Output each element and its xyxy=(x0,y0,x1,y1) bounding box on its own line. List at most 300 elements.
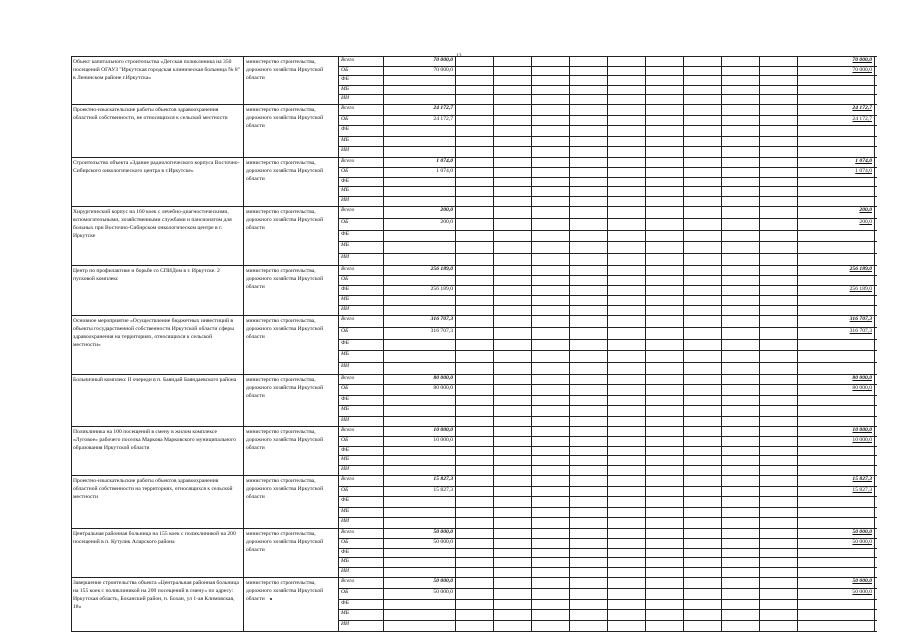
empty-year-cell xyxy=(569,296,607,305)
year-amount: 15 827,3 xyxy=(383,487,455,497)
empty-year-cell xyxy=(569,126,607,136)
funding-source: МБ xyxy=(338,610,383,620)
empty-year-cell xyxy=(759,427,797,436)
responsible-executor: министерство строительства, дорожного хозяйства Иркутской области xyxy=(243,427,338,475)
empty-year-cell xyxy=(759,178,797,187)
empty-year-cell xyxy=(645,276,683,285)
empty-year-cell xyxy=(455,363,493,374)
empty-year-cell xyxy=(607,254,645,265)
funding-source: МБ xyxy=(338,406,383,415)
empty-year-cell xyxy=(721,476,759,486)
empty-year-cell xyxy=(721,86,759,95)
empty-year-cell xyxy=(531,328,569,339)
funding-source-row xyxy=(338,94,877,104)
empty-year-cell xyxy=(493,610,531,620)
empty-year-cell xyxy=(721,276,759,285)
funding-source-row xyxy=(338,275,877,285)
empty-year-cell xyxy=(759,242,797,253)
empty-year-cell xyxy=(493,168,531,177)
empty-year-cell xyxy=(455,178,493,187)
empty-year-cell xyxy=(569,508,607,518)
empty-year-cell xyxy=(607,437,645,446)
funding-source-row xyxy=(338,66,877,76)
year-amount xyxy=(383,447,455,456)
empty-year-cell xyxy=(569,539,607,548)
empty-year-cell xyxy=(531,363,569,374)
year-amount xyxy=(383,276,455,285)
empty-year-cell xyxy=(645,286,683,295)
empty-year-cell xyxy=(759,306,797,315)
empty-year-cell xyxy=(531,476,569,486)
empty-year-cell xyxy=(493,351,531,362)
table-row xyxy=(71,157,877,206)
empty-year-cell xyxy=(683,610,721,620)
empty-year-cell xyxy=(607,219,645,230)
empty-year-cell xyxy=(721,340,759,351)
empty-year-cell xyxy=(569,406,607,415)
total-amount xyxy=(797,147,875,157)
empty-year-cell xyxy=(607,86,645,95)
empty-year-cell xyxy=(531,406,569,415)
total-amount xyxy=(797,254,875,265)
empty-year-cell xyxy=(645,487,683,497)
empty-year-cell xyxy=(721,396,759,405)
empty-year-cell xyxy=(569,178,607,187)
empty-year-cell xyxy=(569,254,607,265)
empty-year-cell xyxy=(531,197,569,206)
empty-year-cell xyxy=(455,316,493,327)
funding-source: ОБ xyxy=(338,116,383,126)
total-amount xyxy=(797,558,875,567)
empty-year-cell xyxy=(493,276,531,285)
funding-source: ОБ xyxy=(338,385,383,394)
empty-year-cell xyxy=(721,306,759,315)
total-amount xyxy=(797,568,875,577)
funding-source: ИИ xyxy=(338,363,383,374)
empty-year-cell xyxy=(683,266,721,275)
year-amount xyxy=(383,126,455,136)
responsible-executor: министерство строительства, дорожного хозяйства Иркутской области xyxy=(243,57,338,104)
total-amount: 10 000,0 xyxy=(797,437,875,446)
empty-year-cell xyxy=(607,396,645,405)
empty-year-cell xyxy=(455,296,493,305)
empty-year-cell xyxy=(759,95,797,104)
empty-year-cell xyxy=(721,487,759,497)
empty-year-cell xyxy=(683,600,721,610)
empty-year-cell xyxy=(645,568,683,577)
empty-year-cell xyxy=(569,466,607,475)
empty-year-cell xyxy=(531,466,569,475)
total-amount xyxy=(797,197,875,206)
empty-year-cell xyxy=(607,610,645,620)
total-amount xyxy=(797,417,875,426)
empty-year-cell xyxy=(645,207,683,218)
empty-year-cell xyxy=(493,254,531,265)
empty-year-cell xyxy=(607,158,645,167)
empty-year-cell xyxy=(683,589,721,599)
total-amount: 1 074,0 xyxy=(797,158,875,167)
empty-year-cell xyxy=(531,231,569,242)
year-amount xyxy=(383,363,455,374)
empty-year-cell xyxy=(493,67,531,76)
empty-year-cell xyxy=(607,296,645,305)
empty-year-cell xyxy=(683,231,721,242)
empty-year-cell xyxy=(569,328,607,339)
funding-source: ИИ xyxy=(338,254,383,265)
empty-year-cell xyxy=(455,406,493,415)
empty-year-cell xyxy=(645,518,683,528)
empty-year-cell xyxy=(569,396,607,405)
empty-year-cell xyxy=(721,197,759,206)
empty-year-cell xyxy=(759,276,797,285)
empty-year-cell xyxy=(455,67,493,76)
funding-source: МБ xyxy=(338,456,383,465)
empty-year-cell xyxy=(683,621,721,631)
funding-source: Всего xyxy=(338,476,383,486)
funding-source: ОБ xyxy=(338,67,383,76)
empty-year-cell xyxy=(683,427,721,436)
empty-year-cell xyxy=(569,137,607,147)
empty-year-cell xyxy=(721,529,759,538)
empty-year-cell xyxy=(569,417,607,426)
empty-year-cell xyxy=(455,600,493,610)
funding-source: Всего xyxy=(338,57,383,66)
empty-year-cell xyxy=(455,242,493,253)
empty-year-cell xyxy=(607,363,645,374)
empty-year-cell xyxy=(569,76,607,85)
empty-year-cell xyxy=(607,417,645,426)
year-amount xyxy=(383,187,455,196)
empty-year-cell xyxy=(531,316,569,327)
empty-year-cell xyxy=(721,207,759,218)
empty-year-cell xyxy=(759,497,797,507)
empty-year-cell xyxy=(721,578,759,588)
year-amount: 256 189,0 xyxy=(383,286,455,295)
empty-year-cell xyxy=(607,406,645,415)
funding-source-row xyxy=(338,538,877,548)
empty-year-cell xyxy=(569,549,607,558)
funding-source-row xyxy=(338,218,877,230)
empty-year-cell xyxy=(607,518,645,528)
empty-year-cell xyxy=(493,231,531,242)
empty-year-cell xyxy=(683,197,721,206)
empty-year-cell xyxy=(683,126,721,136)
empty-year-cell xyxy=(569,231,607,242)
total-amount xyxy=(797,276,875,285)
funding-source: ФБ xyxy=(338,76,383,85)
empty-year-cell xyxy=(759,67,797,76)
funding-source: ИИ xyxy=(338,197,383,206)
empty-year-cell xyxy=(683,539,721,548)
funding-source-row xyxy=(338,339,877,351)
year-amount: 200,0 xyxy=(383,207,455,218)
empty-year-cell xyxy=(759,57,797,66)
empty-year-cell xyxy=(493,137,531,147)
funding-source: ФБ xyxy=(338,447,383,456)
empty-year-cell xyxy=(721,242,759,253)
empty-year-cell xyxy=(759,487,797,497)
empty-year-cell xyxy=(721,67,759,76)
empty-year-cell xyxy=(493,487,531,497)
empty-year-cell xyxy=(683,385,721,394)
empty-year-cell xyxy=(683,254,721,265)
empty-year-cell xyxy=(683,57,721,66)
total-amount: 15 827,3 xyxy=(797,476,875,486)
empty-year-cell xyxy=(607,497,645,507)
funding-source: Всего xyxy=(338,375,383,384)
funding-source-row xyxy=(338,75,877,85)
funding-source-row xyxy=(338,115,877,126)
funding-source-row xyxy=(338,384,877,394)
empty-year-cell xyxy=(683,487,721,497)
empty-year-cell xyxy=(683,568,721,577)
empty-year-cell xyxy=(493,126,531,136)
funding-source: ИИ xyxy=(338,518,383,528)
empty-year-cell xyxy=(455,266,493,275)
empty-year-cell xyxy=(531,306,569,315)
empty-year-cell xyxy=(721,296,759,305)
funding-source-row xyxy=(338,405,877,415)
year-amount xyxy=(383,76,455,85)
total-amount xyxy=(797,340,875,351)
funding-source-row xyxy=(338,455,877,465)
empty-year-cell xyxy=(607,578,645,588)
total-amount xyxy=(797,95,875,104)
total-amount: 50 000,0 xyxy=(797,539,875,548)
empty-year-cell xyxy=(455,610,493,620)
empty-year-cell xyxy=(455,375,493,384)
empty-year-cell xyxy=(569,105,607,115)
year-amount xyxy=(383,518,455,528)
empty-year-cell xyxy=(645,158,683,167)
empty-year-cell xyxy=(759,417,797,426)
empty-year-cell xyxy=(569,187,607,196)
year-amount xyxy=(383,508,455,518)
empty-year-cell xyxy=(759,126,797,136)
year-amount xyxy=(383,306,455,315)
empty-year-cell xyxy=(645,137,683,147)
empty-year-cell xyxy=(683,447,721,456)
empty-year-cell xyxy=(493,589,531,599)
empty-year-cell xyxy=(607,487,645,497)
empty-year-cell xyxy=(531,518,569,528)
year-amount: 1 074,0 xyxy=(383,168,455,177)
empty-year-cell xyxy=(531,558,569,567)
empty-year-cell xyxy=(645,578,683,588)
empty-year-cell xyxy=(607,549,645,558)
empty-year-cell xyxy=(683,558,721,567)
empty-year-cell xyxy=(607,242,645,253)
year-amount: 24 172,7 xyxy=(383,116,455,126)
year-amount xyxy=(383,340,455,351)
empty-year-cell xyxy=(569,158,607,167)
responsible-executor: министерство строительства, дорожного хозяйства Иркутской области xyxy=(243,266,338,315)
funding-source-row xyxy=(338,350,877,362)
empty-year-cell xyxy=(493,456,531,465)
empty-year-cell xyxy=(645,168,683,177)
empty-year-cell xyxy=(683,508,721,518)
empty-year-cell xyxy=(607,207,645,218)
year-amount xyxy=(383,254,455,265)
empty-year-cell xyxy=(455,76,493,85)
empty-year-cell xyxy=(455,219,493,230)
empty-year-cell xyxy=(493,406,531,415)
empty-year-cell xyxy=(607,105,645,115)
empty-year-cell xyxy=(455,95,493,104)
empty-year-cell xyxy=(531,296,569,305)
funding-source-row xyxy=(338,158,877,167)
empty-year-cell xyxy=(531,568,569,577)
year-amount: 316 707,3 xyxy=(383,316,455,327)
empty-year-cell xyxy=(455,86,493,95)
empty-year-cell xyxy=(645,296,683,305)
responsible-executor: министерство строительства, дорожного хозяйства Иркутской области xyxy=(243,105,338,157)
empty-year-cell xyxy=(645,67,683,76)
empty-year-cell xyxy=(455,456,493,465)
year-amount xyxy=(383,417,455,426)
total-amount xyxy=(797,187,875,196)
empty-year-cell xyxy=(493,539,531,548)
funding-source: ОБ xyxy=(338,487,383,497)
empty-year-cell xyxy=(569,568,607,577)
empty-year-cell xyxy=(569,578,607,588)
empty-year-cell xyxy=(607,67,645,76)
empty-year-cell xyxy=(455,476,493,486)
empty-year-cell xyxy=(531,116,569,126)
empty-year-cell xyxy=(455,549,493,558)
year-amount: 1 074,0 xyxy=(383,158,455,167)
empty-year-cell xyxy=(759,340,797,351)
empty-year-cell xyxy=(721,187,759,196)
object-name: Проектно-изыскательские работы объектов здравоохранения областной собственности, не относящихся к сельской местности xyxy=(71,105,243,157)
responsible-executor: министерство строительства, дорожного хозяйства Иркутской области xyxy=(243,476,338,528)
empty-year-cell xyxy=(645,57,683,66)
empty-year-cell xyxy=(645,385,683,394)
empty-year-cell xyxy=(607,95,645,104)
empty-year-cell xyxy=(721,351,759,362)
year-amount: 256 189,0 xyxy=(383,266,455,275)
empty-year-cell xyxy=(455,396,493,405)
empty-year-cell xyxy=(721,466,759,475)
empty-year-cell xyxy=(493,86,531,95)
empty-year-cell xyxy=(531,57,569,66)
empty-year-cell xyxy=(455,231,493,242)
empty-year-cell xyxy=(645,351,683,362)
empty-year-cell xyxy=(721,589,759,599)
empty-year-cell xyxy=(569,242,607,253)
funding-source-row xyxy=(338,529,877,538)
empty-year-cell xyxy=(531,396,569,405)
funding-source: МБ xyxy=(338,242,383,253)
empty-year-cell xyxy=(607,126,645,136)
empty-year-cell xyxy=(645,254,683,265)
year-amount xyxy=(383,178,455,187)
responsible-executor: министерство строительства, дорожного хозяйства Иркутской области xyxy=(243,207,338,265)
empty-year-cell xyxy=(531,456,569,465)
total-amount xyxy=(797,242,875,253)
empty-year-cell xyxy=(645,328,683,339)
empty-year-cell xyxy=(493,105,531,115)
empty-year-cell xyxy=(721,427,759,436)
empty-year-cell xyxy=(721,316,759,327)
empty-year-cell xyxy=(493,417,531,426)
funding-source-row xyxy=(338,578,877,588)
empty-year-cell xyxy=(759,508,797,518)
empty-year-cell xyxy=(607,168,645,177)
empty-year-cell xyxy=(493,187,531,196)
funding-source: ИИ xyxy=(338,466,383,475)
funding-source-row xyxy=(338,548,877,558)
empty-year-cell xyxy=(759,266,797,275)
table-row xyxy=(71,475,877,528)
object-name: Строительство объекта «Здание радиологического корпуса Восточно-Сибирского онкологического центра в г.Иркутске» xyxy=(71,158,243,206)
empty-year-cell xyxy=(569,95,607,104)
empty-year-cell xyxy=(455,578,493,588)
empty-year-cell xyxy=(683,116,721,126)
table-row xyxy=(71,104,877,157)
empty-year-cell xyxy=(455,437,493,446)
funding-source: Всего xyxy=(338,316,383,327)
empty-year-cell xyxy=(721,363,759,374)
total-amount xyxy=(797,497,875,507)
funding-source: ИИ xyxy=(338,568,383,577)
funding-source: Всего xyxy=(338,578,383,588)
empty-year-cell xyxy=(759,396,797,405)
funding-source: ФБ xyxy=(338,549,383,558)
total-amount xyxy=(797,610,875,620)
empty-year-cell xyxy=(645,266,683,275)
empty-year-cell xyxy=(759,197,797,206)
funding-source-row xyxy=(338,588,877,599)
empty-year-cell xyxy=(759,456,797,465)
empty-year-cell xyxy=(493,306,531,315)
empty-year-cell xyxy=(645,437,683,446)
total-amount: 200,0 xyxy=(797,207,875,218)
empty-year-cell xyxy=(569,385,607,394)
total-amount: 50 000,0 xyxy=(797,578,875,588)
funding-source: ИИ xyxy=(338,306,383,315)
empty-year-cell xyxy=(493,116,531,126)
empty-year-cell xyxy=(569,447,607,456)
empty-year-cell xyxy=(645,242,683,253)
funding-source-row xyxy=(338,486,877,497)
funding-source: ИИ xyxy=(338,147,383,157)
empty-year-cell xyxy=(759,589,797,599)
empty-year-cell xyxy=(493,427,531,436)
empty-year-cell xyxy=(645,126,683,136)
empty-year-cell xyxy=(721,610,759,620)
empty-year-cell xyxy=(645,178,683,187)
empty-year-cell xyxy=(607,231,645,242)
year-amount: 80 000,0 xyxy=(383,385,455,394)
empty-year-cell xyxy=(645,600,683,610)
empty-year-cell xyxy=(531,385,569,394)
funding-source-row xyxy=(338,416,877,426)
empty-year-cell xyxy=(759,610,797,620)
empty-year-cell xyxy=(493,497,531,507)
empty-year-cell xyxy=(683,396,721,405)
object-name: Больничный комплекс II очереди в п. Баяндай Баяндаевского района xyxy=(71,375,243,426)
empty-year-cell xyxy=(455,417,493,426)
table-row xyxy=(71,315,877,374)
empty-year-cell xyxy=(569,147,607,157)
year-amount xyxy=(383,95,455,104)
empty-year-cell xyxy=(683,328,721,339)
funding-source: ФБ xyxy=(338,396,383,405)
empty-year-cell xyxy=(721,266,759,275)
object-name: Основное мероприятие «Осуществление бюджетных инвестиций в объекты государственной собственности Иркутской области сферы здравоохранения на территориях, относящихся к сельской местности» xyxy=(71,316,243,374)
total-amount xyxy=(797,508,875,518)
